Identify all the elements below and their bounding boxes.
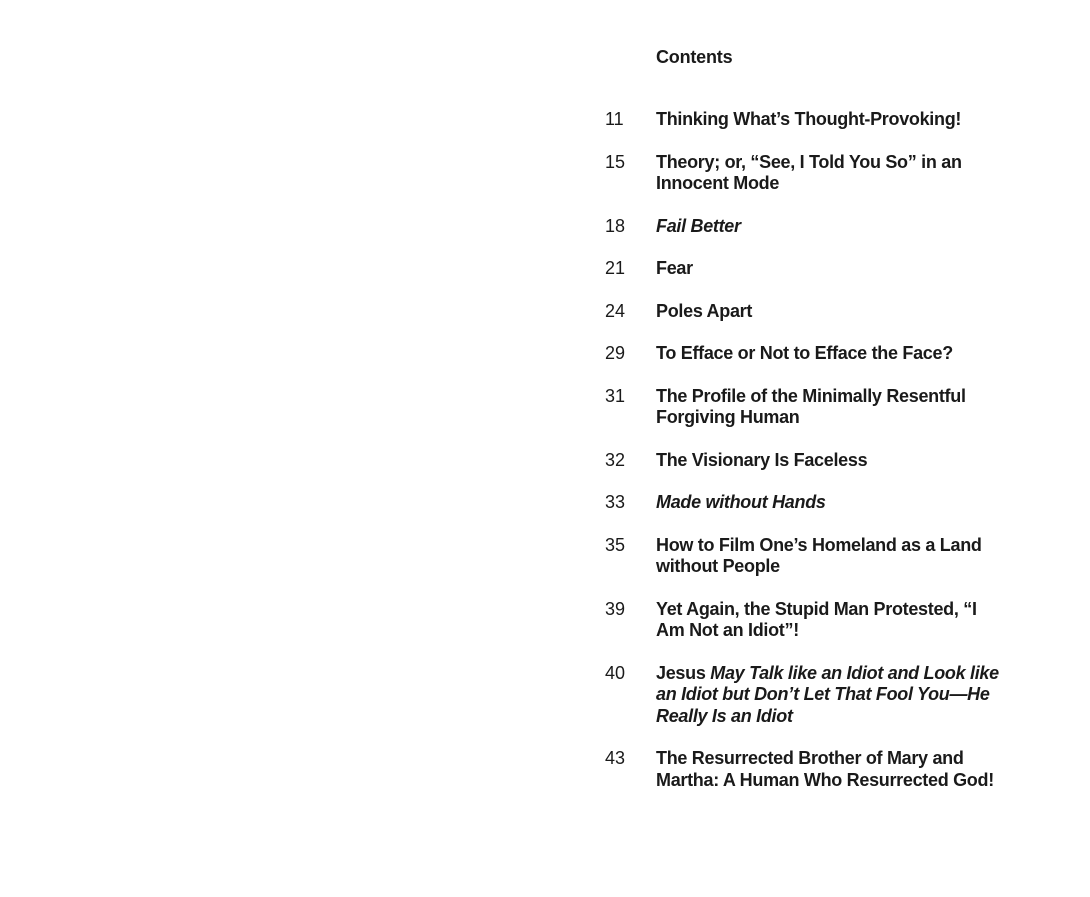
entry-title	[656, 748, 1000, 791]
toc-list	[600, 109, 1000, 791]
entry-title-segment: Theory; or, “See, I Told You So” in an Innocent Mode	[656, 151, 962, 193]
entry-title-italic-segment: May Talk like an Idiot and Look like an Idiot but Don’t Let That Fool You—He Really Is an Idiot	[656, 662, 999, 726]
entry-title-segment: How to Film One’s Homeland as a Land without People	[656, 534, 982, 576]
entry-title	[656, 386, 1000, 429]
entry-title	[656, 535, 1000, 578]
entry-title-segment: Poles Apart	[656, 300, 753, 321]
page-number: 31	[605, 385, 626, 406]
toc-entry	[600, 748, 1000, 791]
entry-title	[656, 301, 1000, 323]
entry-title	[656, 216, 1000, 238]
entry-title-italic-segment: Fail Better	[656, 215, 741, 236]
contents-heading: Contents	[656, 47, 733, 67]
page-number: 39	[605, 598, 626, 619]
toc-entry	[600, 343, 1000, 365]
entry-title	[656, 343, 1000, 365]
entry-title	[656, 152, 1000, 195]
entry-title	[656, 450, 1000, 472]
entry-title	[656, 492, 1000, 514]
page-number: 32	[605, 449, 626, 470]
entry-title-italic-segment: Made without Hands	[656, 492, 826, 512]
toc-entry	[600, 109, 1000, 131]
page-number: 35	[605, 534, 626, 555]
entry-title-segment: The Resurrected Brother of Mary and Martha: A Human Who Resurrected God!	[656, 748, 994, 790]
page-number: 11	[605, 109, 624, 129]
entry-title	[656, 663, 1000, 728]
page-number: 40	[605, 662, 626, 683]
entry-title-segment: The Profile of the Minimally Resentful Forgiving Human	[656, 385, 966, 427]
page-number: 21	[605, 258, 626, 278]
entry-title-segment: Fear	[656, 258, 693, 278]
page-number: 29	[605, 343, 626, 363]
entry-title	[656, 599, 1000, 642]
toc-entry	[600, 450, 1000, 472]
toc-entry	[600, 216, 1000, 238]
page-number: 18	[605, 215, 626, 236]
table-of-contents	[600, 45, 1000, 812]
toc-entry	[600, 152, 1000, 195]
entry-title	[656, 109, 1000, 131]
page-number: 15	[605, 151, 626, 172]
toc-entry	[600, 258, 1000, 280]
entry-title-segment: To Efface or Not to Efface the Face?	[656, 343, 953, 363]
entry-title-segment: Yet Again, the Stupid Man Protested, “I Am Not an Idiot”!	[656, 598, 977, 640]
entry-title-segment: Jesus	[656, 662, 711, 683]
toc-entry	[600, 535, 1000, 578]
page-number: 43	[605, 748, 626, 768]
entry-title	[656, 258, 1000, 280]
page-number: 33	[605, 492, 626, 512]
page-number: 24	[605, 300, 626, 321]
toc-entry	[600, 386, 1000, 429]
toc-entry	[600, 599, 1000, 642]
toc-entry	[600, 492, 1000, 514]
toc-entry	[600, 301, 1000, 323]
entry-title-segment: Thinking What’s Thought-Provoking!	[656, 109, 962, 129]
entry-title-segment: The Visionary Is Faceless	[656, 449, 868, 470]
toc-entry	[600, 663, 1000, 728]
